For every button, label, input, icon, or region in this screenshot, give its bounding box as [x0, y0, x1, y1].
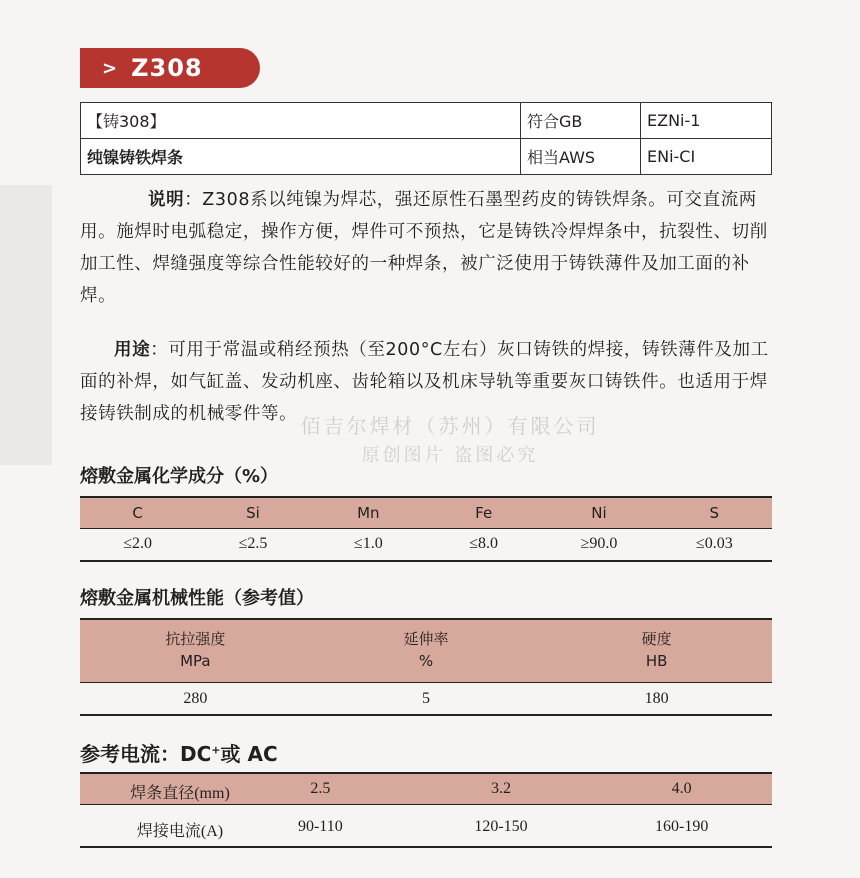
chem-value-ni: ≥90.0	[580, 535, 618, 552]
current-title-sup: +	[211, 743, 221, 757]
watermark-company: 佰吉尔焊材（苏州）有限公司	[300, 414, 600, 438]
product-code: Z308	[131, 54, 203, 82]
brand-name: 【铸308】	[81, 103, 521, 139]
chem-title: 熔敷金属化学成分（%）	[80, 466, 279, 487]
usage-label: 用途	[114, 340, 151, 360]
std1-value: EZNi-1	[641, 103, 772, 139]
diameter-value: 3.2	[490, 780, 511, 797]
description-label: 说明	[148, 190, 185, 210]
chem-value-si: ≤2.5	[238, 535, 268, 552]
std2-label: 相当AWS	[521, 139, 641, 175]
mech-value: 180	[644, 690, 669, 707]
mech-header-unit: MPa	[180, 652, 211, 670]
chem-bottom-rule	[80, 560, 772, 562]
std1-label: 符合GB	[521, 103, 641, 139]
current-value: 90-110	[297, 818, 343, 835]
mech-header-name: 抗拉强度	[165, 630, 226, 648]
mech-mid-rule	[80, 682, 772, 683]
current-bottom-rule	[80, 846, 772, 848]
chem-header-ni: Ni	[591, 504, 607, 522]
std2-value: ENi-CI	[641, 139, 772, 175]
current-value: 160-190	[654, 818, 709, 835]
current-value: 120-150	[474, 818, 528, 835]
chem-value-mn: ≤1.0	[353, 535, 383, 552]
mech-value: 5	[421, 690, 430, 707]
diameter-value: 2.5	[310, 780, 331, 797]
current-label: 焊接电流(A)	[136, 823, 224, 840]
chem-value-c: ≤2.0	[123, 535, 153, 552]
chem-value-s: ≤0.03	[695, 535, 733, 552]
chem-header-c: C	[132, 504, 143, 522]
chem-mid-rule	[80, 528, 772, 529]
mech-header-unit: HB	[645, 652, 668, 670]
description-text: ：Z308系以纯镍为焊芯，强还原性石墨型药皮的铸铁焊条。可交直流两用。施焊时电弧稳定，操作方便，焊件可不预热，它是铸铁冷焊焊条中，抗裂性、切削加工性、焊缝强度等综合性能较好的一种焊条，被广泛使用于铸铁薄件及加工面的补焊。	[80, 190, 768, 306]
standards-table	[80, 102, 772, 175]
description-paragraph	[80, 184, 780, 312]
watermark-notice: 原创图片 盗图必究	[361, 445, 539, 466]
usage-paragraph	[80, 334, 780, 430]
mech-value: 280	[183, 690, 208, 707]
chem-header-s: S	[709, 504, 720, 522]
usage-text: ：可用于常温或稍经预热（至200°C左右）灰口铸铁的焊接，铸铁薄件及加工面的补焊，如气缸盖、发动机座、齿轮箱以及机床导轨等重要灰口铸铁件。也适用于焊接铸铁制成的机械零件等。	[80, 340, 769, 424]
chem-header-si: Si	[246, 504, 260, 522]
chevron-right-icon: >	[102, 57, 118, 79]
mech-title: 熔敷金属机械性能（参考值）	[80, 588, 314, 609]
current-title	[80, 738, 278, 767]
current-title-tail: 或 AC	[220, 742, 278, 766]
product-title-tab	[80, 48, 260, 88]
current-title-main: 参考电流：DC	[80, 742, 212, 766]
mech-header-name: 延伸率	[403, 630, 449, 648]
chem-value-fe: ≤8.0	[469, 535, 499, 552]
scan-edge	[0, 185, 52, 465]
chem-header-fe: Fe	[475, 504, 493, 522]
chem-header-mn: Mn	[357, 504, 380, 522]
mech-header-name: 硬度	[641, 630, 672, 648]
mech-header-unit: %	[418, 652, 434, 670]
diameter-label: 焊条直径(mm)	[130, 785, 230, 802]
product-name: 纯镍铸铁焊条	[81, 139, 521, 175]
current-mid-rule	[80, 804, 772, 805]
mech-bottom-rule	[80, 714, 772, 716]
diameter-value: 4.0	[671, 780, 692, 797]
